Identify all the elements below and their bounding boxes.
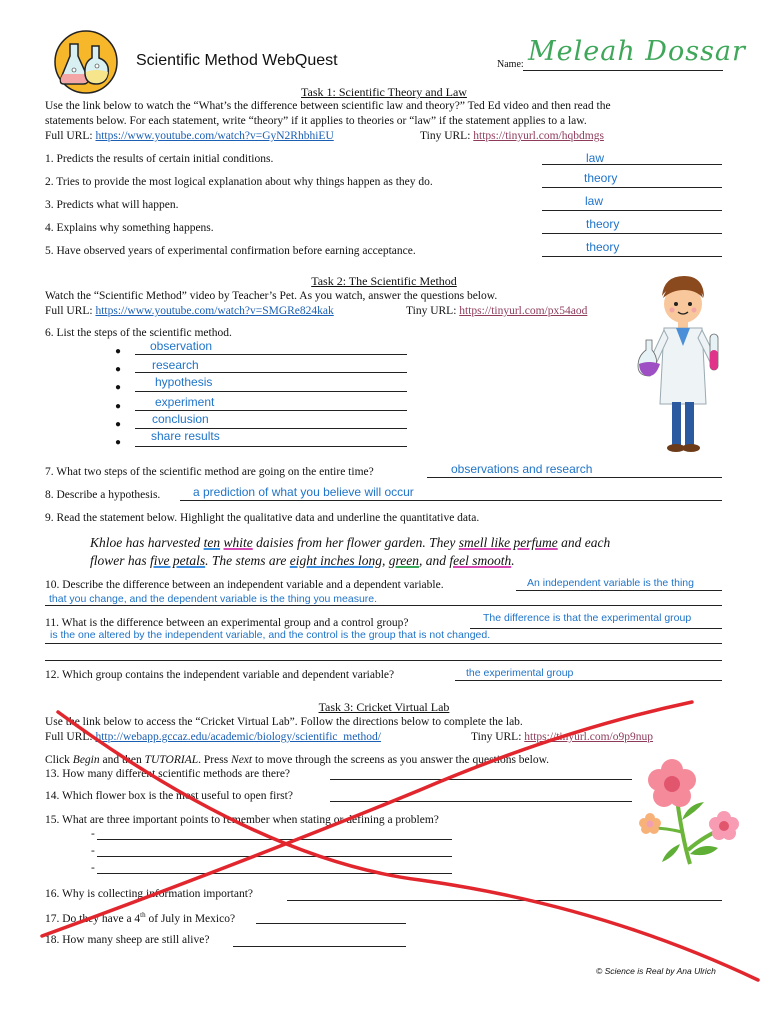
task1-question-4: 4. Explains why something happens. xyxy=(45,222,214,234)
bullet-icon: ● xyxy=(115,401,122,412)
answer-line xyxy=(542,187,722,188)
footer-credit: © Science is Real by Ana Ulrich xyxy=(596,966,716,976)
scientist-illustration xyxy=(636,272,728,458)
student-name-signature: Meleah Dossar xyxy=(528,36,746,67)
answer-line xyxy=(97,856,452,857)
answer-text: the experimental group xyxy=(466,667,574,679)
answer-line xyxy=(542,164,722,165)
answer-text: law xyxy=(586,151,605,165)
answer-text: theory xyxy=(586,217,620,231)
question-6: 6. List the steps of the scientific method. xyxy=(45,327,232,339)
answer-line xyxy=(45,660,722,661)
task1-tiny xyxy=(420,129,604,143)
qualitative-smell: smell like perfume xyxy=(458,535,558,550)
answer-line xyxy=(97,839,452,840)
bullet-icon: ● xyxy=(115,437,122,448)
dash-bullet: - xyxy=(91,845,95,857)
answer-line xyxy=(542,210,722,211)
task3-tiny xyxy=(471,730,653,744)
task1-question-5: 5. Have observed years of experimental confirmation before earning acceptance. xyxy=(45,245,416,257)
answer-line xyxy=(97,873,452,874)
answer-text: The difference is that the experimental group xyxy=(483,612,692,624)
khloe-statement-line1: Khloe has harvested ten white daisies from her flower garden. They smell like perfume and each xyxy=(90,535,611,550)
answer-text: that you change, and the dependent variable is the thing you measure. xyxy=(49,593,378,605)
qualitative-green: green xyxy=(388,553,419,568)
qualitative-white: white xyxy=(223,535,253,550)
task1-question-2: 2. Tries to provide the most logical explanation about why things happen as they do. xyxy=(45,176,433,188)
answer-line xyxy=(542,256,722,257)
question-16: 16. Why is collecting information important? xyxy=(45,888,254,900)
task3-title: Task 3: Cricket Virtual Lab xyxy=(318,700,450,714)
name-line xyxy=(523,70,723,71)
question-12: 12. Which group contains the independent variable and dependent variable? xyxy=(45,669,395,681)
question-18: 18. How many sheep are still alive? xyxy=(45,934,210,946)
answer-text: observations and research xyxy=(451,462,593,476)
step-answer: observation xyxy=(150,339,213,353)
task3-urls xyxy=(45,730,381,744)
khloe-statement-line2: flower has five petals. The stems are eight inches long, green, and feel smooth. xyxy=(90,553,515,568)
task3-tiny-url-link[interactable]: https://tinyurl.com/o9p9nup xyxy=(524,731,654,743)
task1-urls xyxy=(45,129,334,143)
task2-tiny xyxy=(406,304,587,318)
question-9: 9. Read the statement below. Highlight the qualitative data and underline the quantitative data. xyxy=(45,512,480,524)
task2-title: Task 2: The Scientific Method xyxy=(311,274,457,288)
question-11: 11. What is the difference between an experimental group and a control group? xyxy=(45,617,409,629)
step-answer: hypothesis xyxy=(155,375,213,389)
question-14: 14. Which flower box is the most useful to open first? xyxy=(45,790,293,802)
name-label: Name: xyxy=(497,59,524,70)
tiny-url-label: Tiny URL: xyxy=(471,731,522,743)
question-7: 7. What two steps of the scientific method are going on the entire time? xyxy=(45,466,374,478)
step-answer: research xyxy=(152,358,199,372)
task2-intro: Watch the “Scientific Method” video by Teacher’s Pet. As you watch, answer the questions below. xyxy=(45,290,498,302)
full-url-label: Full URL: xyxy=(45,305,93,317)
quantitative-five-petals: five petals xyxy=(150,553,206,568)
question-15: 15. What are three important points to remember when stating or defining a problem? xyxy=(45,814,439,826)
answer-line xyxy=(455,680,722,681)
answer-text: theory xyxy=(584,171,618,185)
question-17: 17. Do they have a 4th of July in Mexico? xyxy=(45,911,236,925)
full-url-label: Full URL: xyxy=(45,130,93,142)
answer-text: law xyxy=(585,194,604,208)
answer-line xyxy=(180,500,722,501)
task1-full-url-link[interactable]: https://www.youtube.com/watch?v=GyN2RhbhiEU xyxy=(95,130,334,142)
answer-text: a prediction of what you believe will occur xyxy=(193,485,414,499)
question-13: 13. How many different scientific methods are there? xyxy=(45,768,291,780)
answer-line xyxy=(135,410,407,411)
task1-intro-line1: Use the link below to watch the “What’s the difference between scientific law and theory?” Ted Ed video and then read the xyxy=(45,100,611,112)
tiny-url-label: Tiny URL: xyxy=(420,130,471,142)
flower-illustration xyxy=(632,758,740,870)
quantitative-ten: ten xyxy=(203,535,221,550)
bullet-icon: ● xyxy=(115,364,122,375)
task2-full-url-link[interactable]: https://www.youtube.com/watch?v=SMGRe824kak xyxy=(95,305,334,317)
answer-line xyxy=(45,605,722,606)
bullet-icon: ● xyxy=(115,419,122,430)
quantitative-eight-inches: eight inches long xyxy=(289,553,382,568)
page-title: Scientific Method WebQuest xyxy=(136,52,338,69)
task2-tiny-url-link[interactable]: https://tinyurl.com/px54aod xyxy=(459,305,588,317)
tiny-url-label: Tiny URL: xyxy=(406,305,457,317)
answer-line xyxy=(427,477,722,478)
task1-question-3: 3. Predicts what will happen. xyxy=(45,199,179,211)
answer-line xyxy=(135,372,407,373)
task3-full-url-link[interactable]: http://webapp.gccaz.edu/academic/biology/scientific_method/ xyxy=(95,731,381,743)
answer-line xyxy=(256,923,406,924)
answer-line xyxy=(287,900,722,901)
answer-line xyxy=(233,946,406,947)
dash-bullet: - xyxy=(91,828,95,840)
answer-text: theory xyxy=(586,240,620,254)
task2-urls xyxy=(45,304,334,318)
answer-line xyxy=(330,801,632,802)
answer-line xyxy=(470,628,722,629)
task1-title: Task 1: Scientific Theory and Law xyxy=(301,85,467,99)
task1-intro-line2: statements below. For each statement, write “theory” if it applies to theories or “law” if the statement applies to a law. xyxy=(45,115,587,127)
step-answer: share results xyxy=(151,429,220,443)
answer-line xyxy=(135,446,407,447)
answer-text: is the one altered by the independent variable, and the control is the group that is not changed. xyxy=(50,629,491,641)
answer-text: An independent variable is the thing xyxy=(527,577,694,589)
answer-line xyxy=(330,779,632,780)
qualitative-smooth: feel smooth xyxy=(449,553,512,568)
task3-directions: Click Begin and then TUTORIAL. Press Next to move through the screens as you answer the questions below. xyxy=(45,754,550,766)
bullet-icon: ● xyxy=(115,382,122,393)
step-answer: experiment xyxy=(155,395,215,409)
answer-line xyxy=(542,233,722,234)
dash-bullet: - xyxy=(91,862,95,874)
task1-question-1: 1. Predicts the results of certain initial conditions. xyxy=(45,153,274,165)
answer-line xyxy=(45,643,722,644)
question-10: 10. Describe the difference between an independent variable and a dependent variable. xyxy=(45,579,444,591)
task1-tiny-url-link[interactable]: https://tinyurl.com/hqbdmgs xyxy=(473,130,604,142)
bullet-icon: ● xyxy=(115,346,122,357)
answer-line xyxy=(135,354,407,355)
answer-line xyxy=(516,590,722,591)
task3-intro: Use the link below to access the “Cricket Virtual Lab”. Follow the directions below to complete the lab. xyxy=(45,716,523,728)
full-url-label: Full URL: xyxy=(45,731,93,743)
answer-line xyxy=(135,391,407,392)
step-answer: conclusion xyxy=(152,412,209,426)
question-8: 8. Describe a hypothesis. xyxy=(45,489,161,501)
